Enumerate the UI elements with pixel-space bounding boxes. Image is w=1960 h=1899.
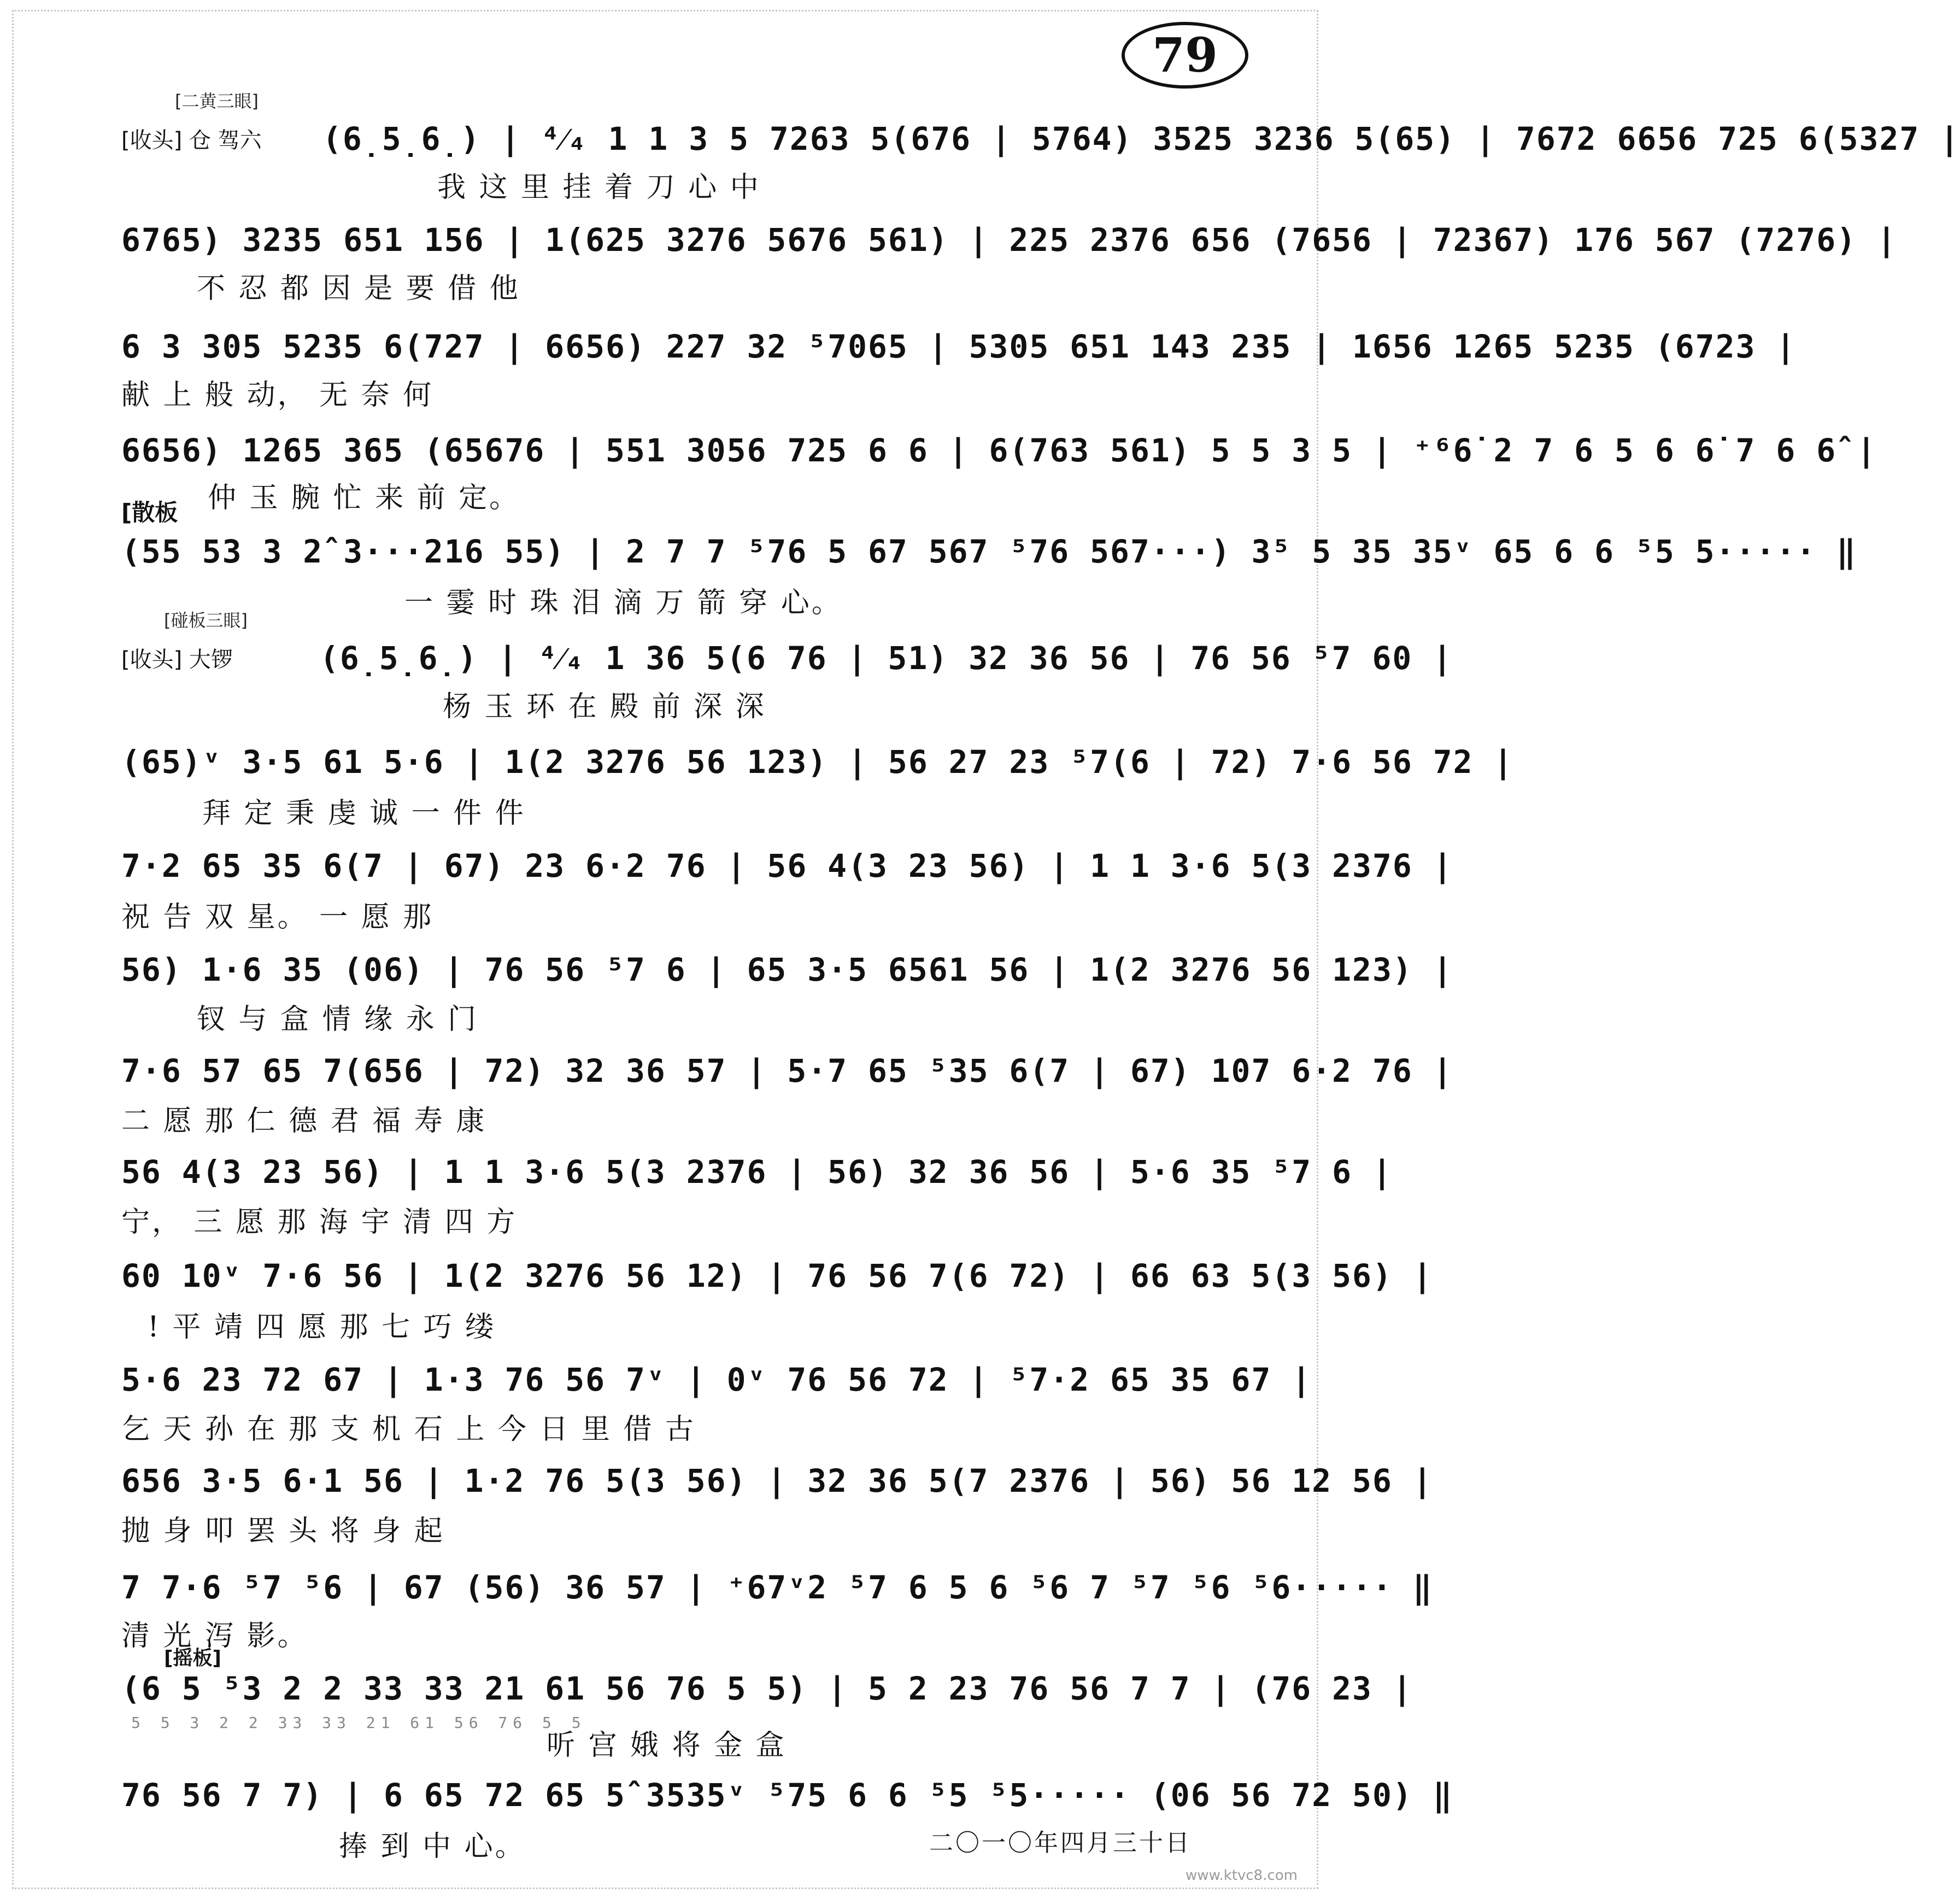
lyrics-line: 抛 身 叩 罢 头 将 身 起: [121, 1515, 445, 1548]
notes-line: 56) 1·6 35 (06) | 76 56 ⁵7 6 | 65 3·5 6561 56 | 1(2 3276 56 123) |: [121, 951, 1453, 988]
lyrics-line: 杨 玉 环 在 殿 前 深 深: [443, 690, 766, 723]
lyrics-line: 清 光 泻 影。: [121, 1620, 308, 1652]
notes-line: (6̣5̣6̣) | ⁴⁄₄ 1 36 5(6 76 | 51) 32 36 56 | 76 56 ⁵7 60 |: [320, 640, 1453, 677]
date-inscription: 二〇一〇年四月三十日: [929, 1829, 1192, 1857]
notes-line: (65)ᵛ 3·5 61 5·6 | 1(2 3276 56 123) | 56 27 23 ⁵7(6 | 72) 7·6 56 72 |: [121, 743, 1514, 781]
notes-line: 60 10ᵛ 7·6 56 | 1(2 3276 56 12) | 76 56 7(6 72) | 66 63 5(3 56) |: [121, 1257, 1433, 1294]
notes-line: 7·2 65 35 6(7 | 67) 23 6·2 76 | 56 4(3 23 56) | 1 1 3·6 5(3 2376 |: [121, 847, 1453, 884]
banshi-label-erhuang: [二黄三眼]: [175, 91, 259, 112]
shoutou-label-1: [收头] 仓 驾六: [121, 128, 262, 153]
lyrics-line: 钗 与 盒 情 缘 永 门: [197, 1003, 479, 1036]
lyrics-line: 拜 定 秉 虔 诚 一 件 件: [202, 797, 526, 830]
lyrics-line: 二 愿 那 仁 德 君 福 寿 康: [121, 1105, 487, 1138]
notes-line: 7 7·6 ⁵7 ⁵6 | 67 (56) 36 57 | ⁺67ᵛ2 ⁵7 6 5 6 ⁵6 7 ⁵7 ⁵6 ⁵6····· ‖: [121, 1569, 1433, 1606]
notes-line: 7·6 57 65 7(656 | 72) 32 36 57 | 5·7 65 ⁵35 6(7 | 67) 107 6·2 76 |: [121, 1052, 1453, 1089]
watermark: www.ktvc8.com: [1186, 1867, 1298, 1884]
faint-pencil-notes: 5 5 3 2 2 33 33 21 61 56 76 5 5: [131, 1714, 586, 1732]
lyrics-line: 捧 到 中 心。: [339, 1830, 526, 1863]
lyrics-line: 献 上 般 动， 无 奈 何: [121, 379, 434, 412]
notes-line: 76 56 7 7) | 6 65 72 65 5̂ 3535ᵛ ⁵75 6 6 ⁵5 ⁵5····· (06 56 72 50) ‖: [121, 1777, 1453, 1814]
lyrics-line: 宁， 三 愿 那 海 宇 清 四 方: [121, 1206, 518, 1239]
notes-line: 656 3·5 6·1 56 | 1·2 76 5(3 56) | 32 36 5(7 2376 | 56) 56 12 56 |: [121, 1462, 1433, 1499]
lyrics-line: 一 霎 时 珠 泪 滴 万 箭 穿 心。: [404, 587, 842, 619]
page-number-text: 79: [1152, 27, 1218, 83]
notes-line: (55 53 3 2̂ 3···216 55) | 2 7 7 ⁵76 5 67 567 ⁵76 567···) 3⁵ 5 35 35ᵛ 65 6 6 ⁵5 5····· ‖: [121, 533, 1857, 570]
notes-line: (6 5 ⁵3 2 2 33 33 21 61 56 76 5 5) | 5 2 23 76 56 7 7 | (76 23 |: [121, 1670, 1413, 1707]
lyrics-line: ! 平 靖 四 愿 那 七 巧 缕: [148, 1311, 496, 1344]
notes-line: 56 4(3 23 56) | 1 1 3·6 5(3 2376 | 56) 32 36 56 | 5·6 35 ⁵7 6 |: [121, 1153, 1393, 1191]
lyrics-line: 听 宫 娥 将 金 盒: [547, 1729, 787, 1762]
notes-line: (6̣5̣6̣) | ⁴⁄₄ 1 1 3 5 7263 5(676 | 5764) 3525 3236 5(65) | 7672 6656 725 6(5327 |: [322, 120, 1960, 157]
lyrics-line: 我 这 里 挂 着 刀 心 中: [437, 171, 761, 204]
notes-line: 6 3 305 5235 6(727 | 6656) 227 32 ⁵7065 | 5305 651 143 235 | 1656 1265 5235 (6723 |: [121, 328, 1797, 365]
notes-line: 6656) 1265 365 (65676 | 551 3056 725 6 6 | 6(763 561) 5 5 3 5 | ⁺⁶6̇ 2 7 6 5 6 6̇ 7 6 6̂ |: [121, 432, 1877, 469]
yaoban-label: [摇板]: [164, 1647, 221, 1669]
banshi-label-pengban: [碰板三眼]: [164, 610, 248, 631]
notes-line: 6765) 3235 651 156 | 1(625 3276 5676 561) | 225 2376 656 (7656 | 72367) 176 567 (7276) |: [121, 221, 1897, 259]
notes-line: 5·6 23 72 67 | 1·3 76 56 7ᵛ | 0ᵛ 76 56 72 | ⁵7·2 65 35 67 |: [121, 1361, 1312, 1398]
lyrics-line: 祝 告 双 星。 一 愿 那: [121, 901, 434, 934]
lyrics-line: 不 忍 都 因 是 要 借 他: [197, 272, 520, 305]
sanban-label: [散板: [121, 499, 178, 526]
lyrics-line: 乞 天 孙 在 那 支 机 石 上 今 日 里 借 古: [121, 1413, 696, 1446]
lyrics-line: 仲 玉 腕 忙 来 前 定。: [208, 482, 520, 514]
shoutou-label-2: [收头] 大锣: [121, 647, 233, 672]
